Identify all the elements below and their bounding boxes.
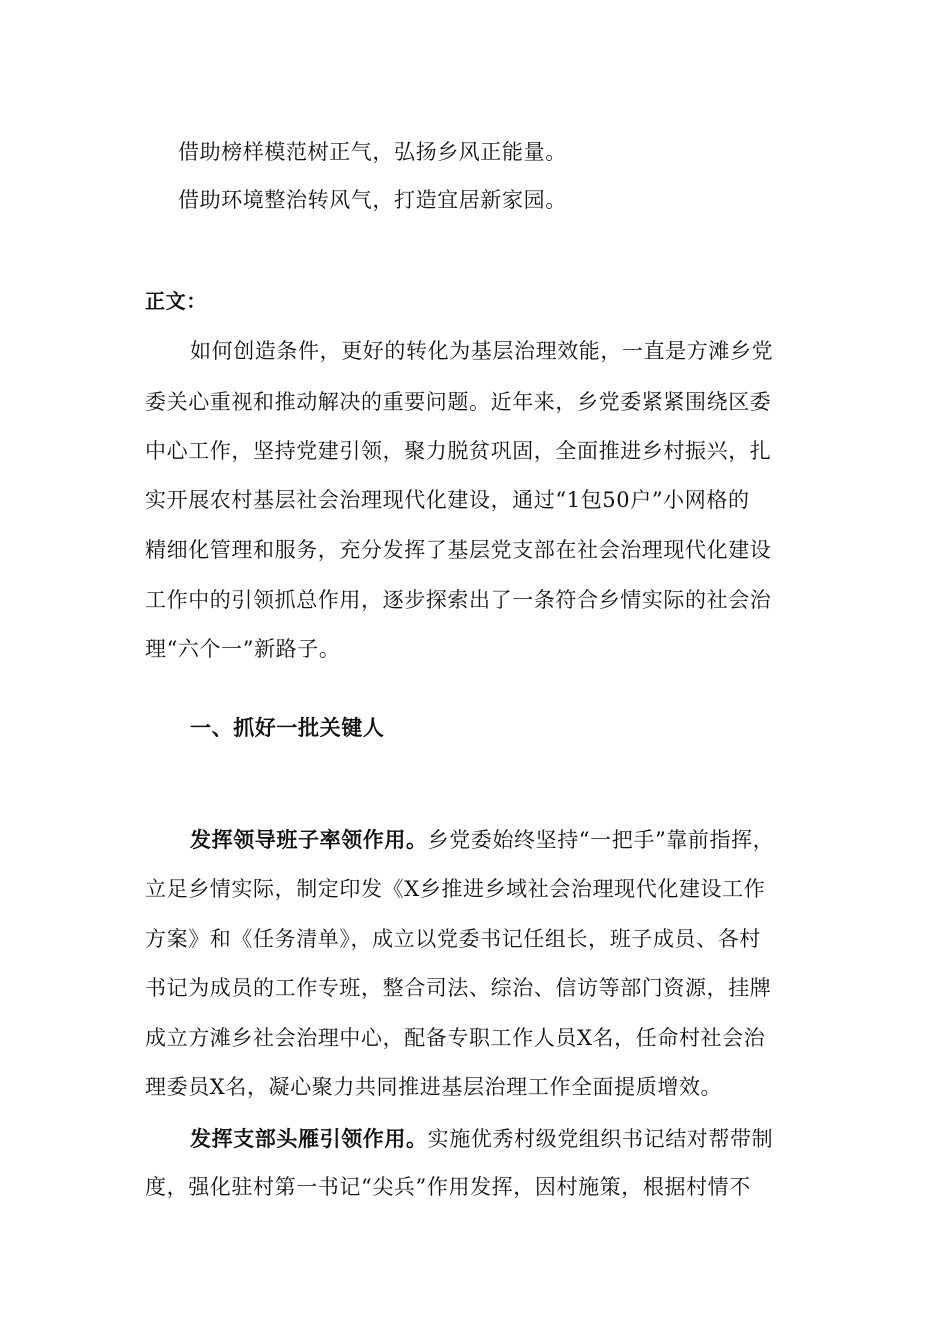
summary-line-1: 借助榜样模范树正气，弘扬乡风正能量。 [178, 140, 567, 164]
intro-line-5: 精细化管理和服务，充分发挥了基层党支部在社会治理现代化建设 [145, 538, 772, 562]
para1-line-4: 书记为成员的工作专班，整合司法、综治、信访等部门资源，挂牌 [145, 976, 772, 1000]
para2-line-2: 度，强化驻村第一书记“尖兵”作用发挥，因村施策，根据村情不 [145, 1175, 751, 1199]
para2-first-rest: 实施优秀村级党组织书记结对帮带制 [427, 1127, 774, 1151]
para1-first-rest: 乡党委始终坚持“一把手”靠前指挥， [427, 828, 775, 852]
body-label: 正文： [145, 289, 207, 313]
para1-lead: 发挥领导班子率领作用。 [190, 827, 428, 852]
intro-line-1: 如何创造条件，更好的转化为基层治理效能，一直是方滩乡党 [190, 339, 774, 363]
para1-line-1 [190, 829, 870, 851]
intro-line-2: 委关心重视和推动解决的重要问题。近年来，乡党委紧紧围绕区委 [145, 390, 772, 414]
para1-line-3: 方案》和《任务清单》，成立以党委书记任组长，班子成员、各村 [145, 927, 761, 951]
intro-line-3: 中心工作，坚持党建引领，聚力脱贫巩固，全面推进乡村振兴，扎 [145, 439, 772, 463]
intro-line-4: 实开展农村基层社会治理现代化建设，通过“1包50户”小网格的 [145, 488, 750, 512]
para2-lead: 发挥支部头雁引领作用。 [190, 1126, 428, 1151]
summary-line-2: 借助环境整治转风气，打造宜居新家园。 [178, 188, 567, 212]
para2-line-1 [190, 1128, 870, 1150]
para1-line-2: 立足乡情实际，制定印发《X乡推进乡域社会治理现代化建设工作 [145, 877, 766, 901]
intro-line-6: 工作中的引领抓总作用，逐步探索出了一条符合乡情实际的社会治 [145, 588, 772, 612]
section-heading: 一、抓好一批关键人 [190, 715, 385, 740]
intro-line-7: 理“六个一”新路子。 [145, 637, 341, 661]
para1-line-6: 理委员X名，凝心聚力共同推进基层治理工作全面提质增效。 [145, 1075, 723, 1099]
para1-line-5: 成立方滩乡社会治理中心，配备专职工作人员X名，任命村社会治 [145, 1026, 766, 1050]
